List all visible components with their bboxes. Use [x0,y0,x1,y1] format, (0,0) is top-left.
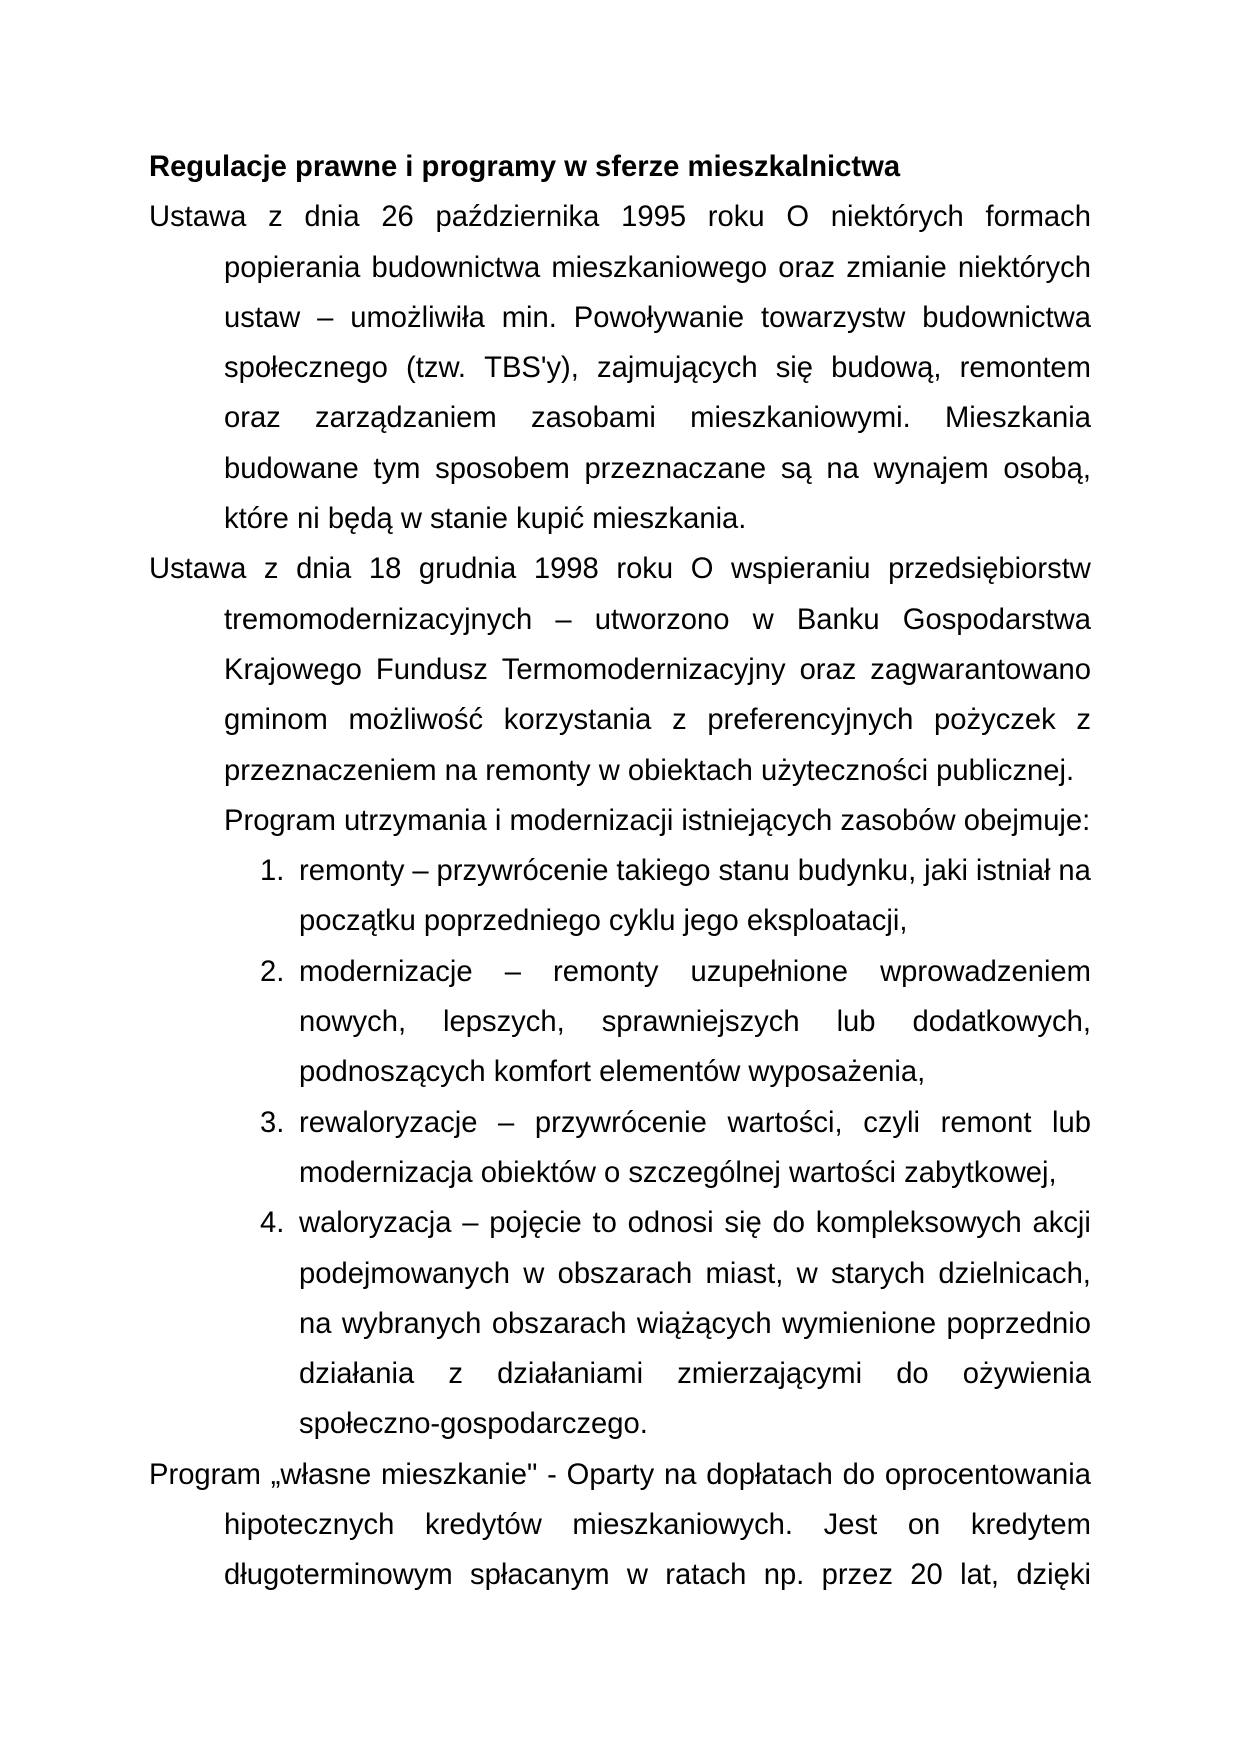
list-item-line: modernizacja obiektów o szczególnej wartości zabytkowej, [299,1156,1057,1189]
list-item [149,1098,1091,1199]
paragraph-line: popierania budownictwa mieszkaniowego oraz zmianie niektórych [224,251,1091,284]
paragraph-line: oraz zarządzaniem zasobami mieszkaniowymi. Mieszkania [224,402,1091,435]
list-item-number: 4. [260,1207,285,1240]
paragraph-line: ustaw – umożliwiła min. Powoływanie towarzystw budownictwa [224,301,1091,334]
list-item [149,846,1091,947]
list-item-number: 3. [260,1106,285,1139]
list-item-line: działania z działaniami zmierzającymi do ożywienia [299,1358,1091,1391]
document-title: Regulacje prawne i programy w sferze mieszkalnictwa [149,151,901,183]
list-item-line: podejmowanych w obszarach miast, w starych dzielnicach, [299,1257,1091,1290]
list-item [149,1198,1091,1449]
paragraph-act-1998 [149,544,1091,795]
list-item-line: podnoszących komfort elementów wyposażenia, [299,1056,926,1089]
list-item-line: społeczno-gospodarczego. [299,1408,648,1441]
paragraph-line: Program „własne mieszkanie" - Oparty na dopłatach do oprocentowania [149,1458,1091,1491]
list-item-number: 2. [260,955,285,988]
list-item-line: nowych, lepszych, sprawniejszych lub dodatkowych, [299,1006,1091,1039]
paragraph-line: tremomodernizacyjnych – utworzono w Banku Gospodarstwa [224,603,1091,636]
paragraph-line: hipotecznych kredytów mieszkaniowych. Jest on kredytem [224,1509,1091,1542]
paragraph-line: budowane tym sposobem przeznaczane są na wynajem osobą, [224,452,1091,485]
program-intro: Program utrzymania i modernizacji istniejących zasobów obejmuje: [224,804,1091,837]
paragraph-own-flat-program [149,1450,1091,1601]
list-item-line: remonty – przywrócenie takiego stanu budynku, jaki istniał na [299,855,1091,888]
paragraph-line: Ustawa z dnia 26 października 1995 roku O niektórych formach [149,201,1091,234]
paragraph-line: przeznaczeniem na remonty w obiektach użyteczności publicznej. [224,754,1075,787]
list-item-line: waloryzacja – pojęcie to odnosi się do kompleksowych akcji [299,1207,1091,1240]
paragraph-act-1995 [149,192,1091,544]
paragraph-line: gminom możliwość korzystania z preferencyjnych pożyczek z [224,704,1091,737]
paragraph-line: Krajowego Fundusz Termomodernizacyjny oraz zagwarantowano [224,653,1091,686]
list-item-line: modernizacje – remonty uzupełnione wprowadzeniem [299,955,1091,988]
list-item-line: na wybranych obszarach wiążących wymienione poprzednio [299,1307,1091,1340]
list-item [149,947,1091,1098]
list-item-line: rewaloryzacje – przywrócenie wartości, czyli remont lub [299,1106,1091,1139]
paragraph-line: Ustawa z dnia 18 grudnia 1998 roku O wspieraniu przedsiębiorstw [149,553,1091,586]
paragraph-line: które ni będą w stanie kupić mieszkania. [224,503,747,536]
maintenance-program [149,796,1091,1450]
paragraph-line: długoterminowym spłacanym w ratach np. przez 20 lat, dzięki [224,1559,1091,1592]
list-item-number: 1. [260,855,285,888]
paragraph-line: społecznego (tzw. TBS'y), zajmujących się budową, remontem [224,352,1091,385]
document-body [149,142,1091,1601]
list-item-line: początku poprzedniego cyklu jego eksploatacji, [299,905,908,938]
